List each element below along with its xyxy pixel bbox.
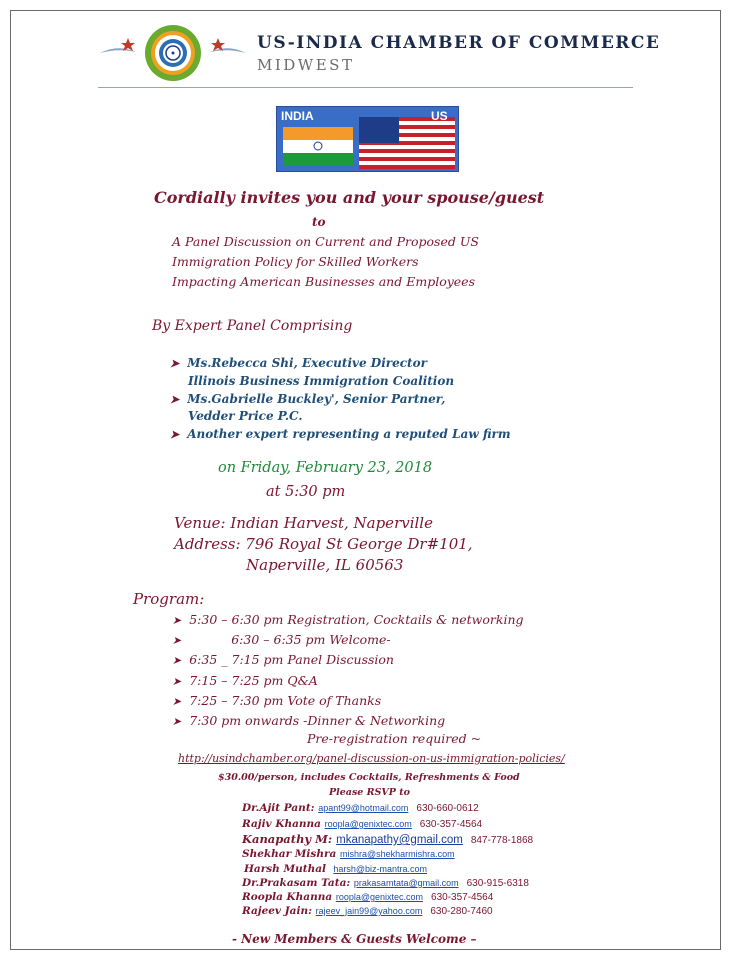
panel-item: ➤ Ms.Gabrielle Buckley', Senior Partner,	[170, 392, 446, 406]
contact-email[interactable]: roopla@genixtec.com	[324, 819, 412, 829]
invite-line3: A Panel Discussion on Current and Proposed US	[172, 234, 479, 249]
panel-item: ➤ Ms.Rebecca Shi, Executive Director	[170, 356, 427, 370]
event-date: on Friday, February 23, 2018	[218, 460, 433, 476]
invite-line2: to	[312, 215, 326, 229]
arrow-bullet-icon: ➤	[172, 654, 182, 667]
rsvp-heading: Please RSVP to	[329, 787, 410, 798]
program-item: ➤ 5:30 – 6:30 pm Registration, Cocktails & networking	[172, 612, 524, 627]
program-item: ➤ 7:15 – 7:25 pm Q&A	[172, 673, 318, 688]
prereg-note: Pre-registration required ~	[307, 731, 482, 746]
contact-row: Rajeev Jain: rajeev_jain99@yahoo.com 630-280-7460	[242, 905, 493, 917]
registration-link[interactable]: http://usindchamber.org/panel-discussion-on-us-immigration-policies/	[178, 752, 565, 765]
event-time: at 5:30 pm	[266, 484, 346, 500]
flag-label-india: INDIA	[281, 109, 314, 123]
contact-row: Kanapathy M: mkanapathy@gmail.com 847-778-1868	[242, 832, 534, 846]
contact-email[interactable]: apant99@hotmail.com	[318, 803, 409, 813]
contact-row: Roopla Khanna roopla@genixtec.com 630-357-4564	[242, 891, 494, 903]
contact-email[interactable]: harsh@biz-mantra.com	[333, 864, 427, 874]
program-heading: Program:	[133, 590, 205, 608]
panel-item: Illinois Business Immigration Coalition	[188, 374, 455, 388]
contact-email[interactable]: prakasamtata@gmail.com	[353, 878, 459, 888]
header-divider	[98, 87, 633, 88]
program-item: ➤ 6:35 _ 7:15 pm Panel Discussion	[172, 652, 394, 667]
contact-email[interactable]: mkanapathy@gmail.com	[336, 834, 463, 846]
contact-row: Harsh Muthal harsh@biz-mantra.com	[244, 863, 427, 875]
program-item: ➤ 7:30 pm onwards -Dinner & Networking	[172, 713, 446, 728]
footer-welcome: - New Members & Guests Welcome –	[232, 932, 477, 946]
venue-name: Venue: Indian Harvest, Naperville	[174, 514, 433, 532]
invite-line1: Cordially invites you and your spouse/guest	[154, 188, 545, 207]
arrow-bullet-icon: ➤	[172, 695, 182, 708]
contact-email[interactable]: roopla@genixtec.com	[335, 892, 424, 902]
india-us-flag-banner	[276, 106, 459, 172]
arrow-bullet-icon: ➤	[170, 393, 180, 406]
venue-address: Address: 796 Royal St George Dr#101,	[174, 535, 473, 553]
invite-line4: Immigration Policy for Skilled Workers	[172, 254, 419, 269]
org-name: US-INDIA CHAMBER OF COMMERCE	[257, 33, 661, 53]
org-region: MIDWEST	[257, 56, 355, 74]
panel-item: ➤ Another expert representing a reputed Law firm	[170, 427, 511, 441]
price-note: $30.00/person, includes Cocktails, Refreshments & Food	[218, 772, 520, 783]
invite-line5: Impacting American Businesses and Employees	[172, 274, 475, 289]
contact-row: Dr.Ajit Pant: apant99@hotmail.com 630-660-0612	[242, 802, 479, 814]
arrow-bullet-icon: ➤	[170, 357, 180, 370]
arrow-bullet-icon: ➤	[172, 634, 182, 647]
arrow-bullet-icon: ➤	[170, 428, 180, 441]
arrow-bullet-icon: ➤	[172, 614, 182, 627]
panel-heading: By Expert Panel Comprising	[152, 318, 353, 334]
contact-row: Shekhar Mishra mishra@shekharmishra.com	[242, 848, 455, 860]
chamber-logo	[98, 22, 248, 84]
arrow-bullet-icon: ➤	[172, 715, 182, 728]
program-item: ➤ 6:30 – 6:35 pm Welcome-	[172, 632, 391, 647]
arrow-bullet-icon: ➤	[172, 675, 182, 688]
lotus-emblem-icon	[145, 25, 201, 81]
program-item: ➤ 7:25 – 7:30 pm Vote of Thanks	[172, 693, 382, 708]
contact-row: Rajiv Khanna roopla@genixtec.com 630-357-4564	[242, 818, 483, 830]
venue-city: Naperville, IL 60563	[246, 556, 404, 574]
panel-item: Vedder Price P.C.	[188, 409, 303, 423]
flag-label-us: US	[431, 109, 448, 123]
contact-email[interactable]: mishra@shekharmishra.com	[339, 849, 455, 859]
contact-email[interactable]: rajeev_jain99@yahoo.com	[315, 906, 423, 916]
contact-row: Dr.Prakasam Tata: prakasamtata@gmail.com 630-915-6318	[242, 877, 529, 889]
